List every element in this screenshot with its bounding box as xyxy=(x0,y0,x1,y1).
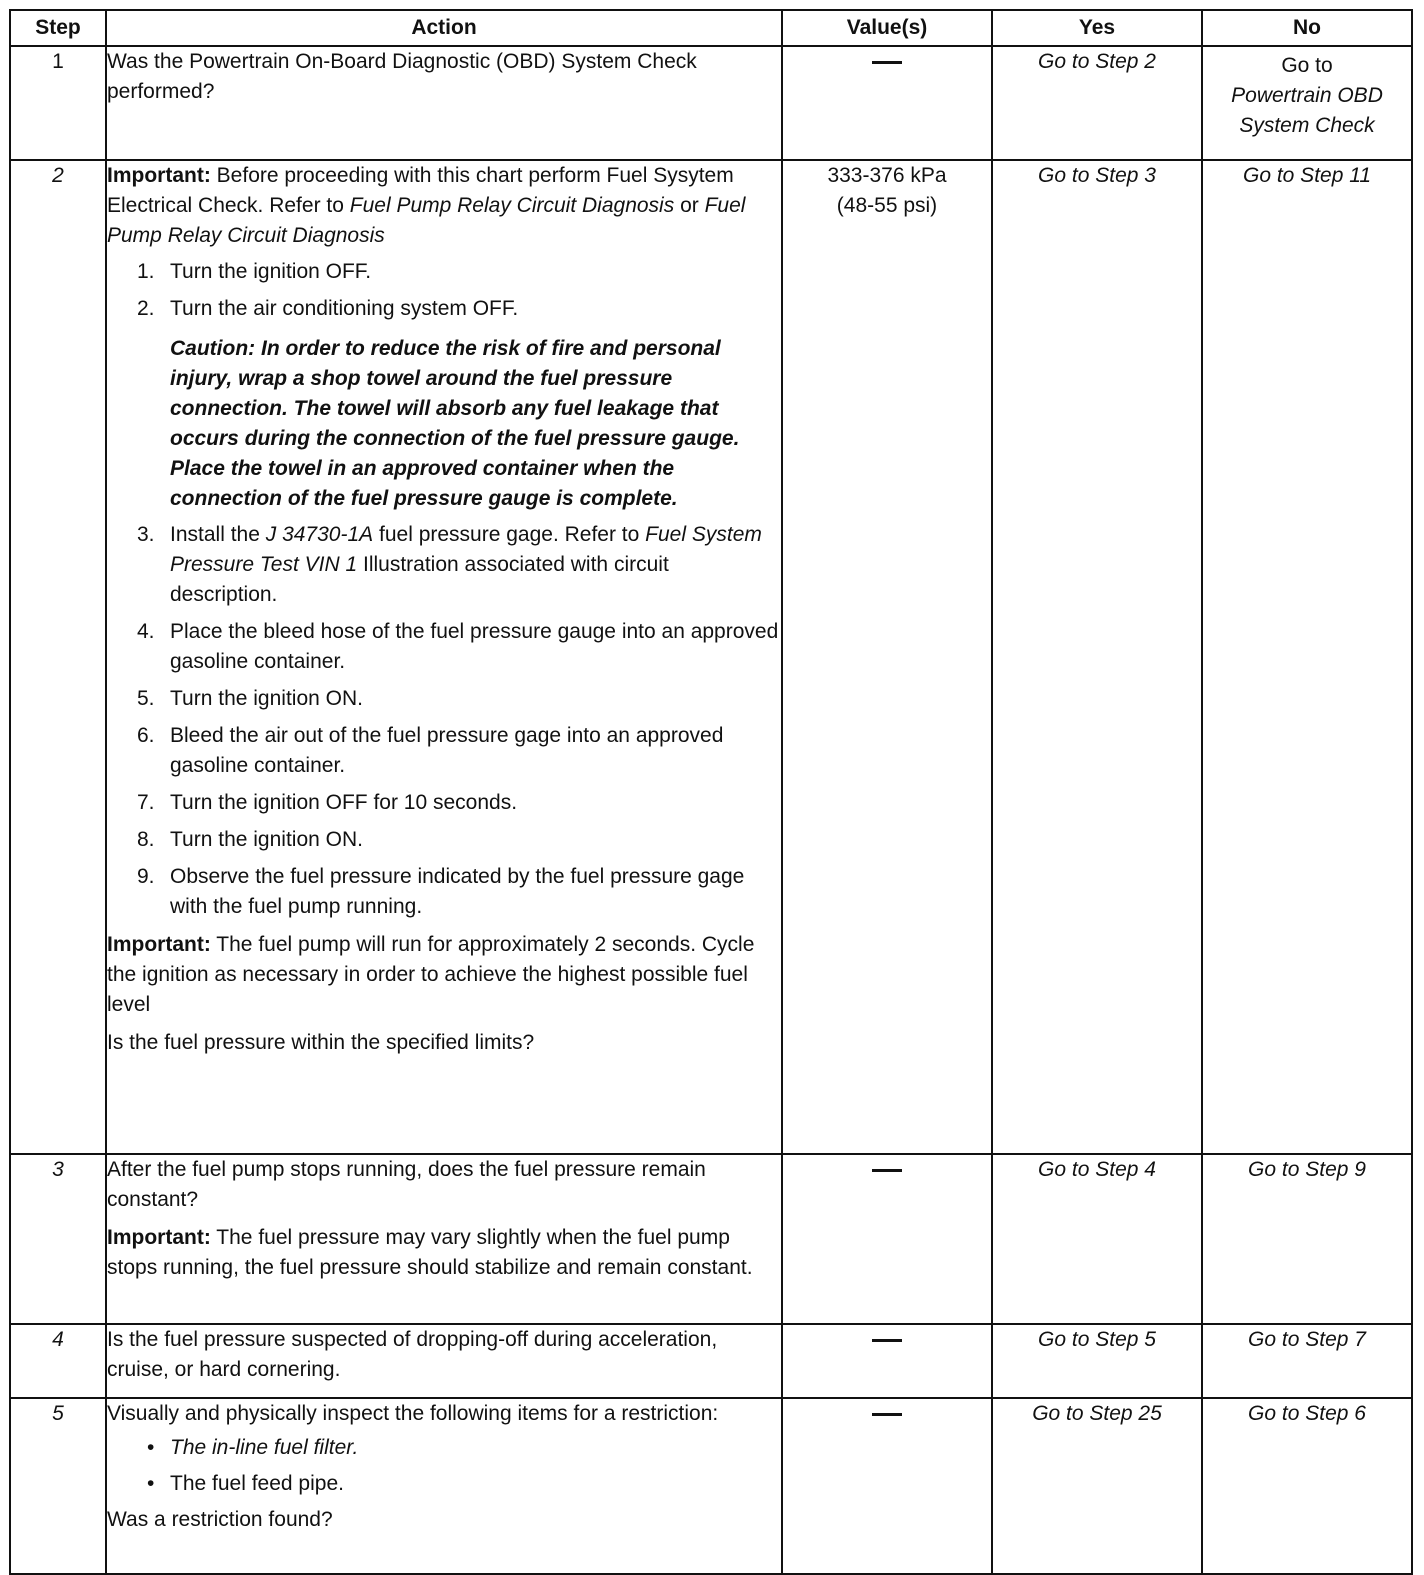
action-cell xyxy=(106,1324,782,1398)
no-go-to: Go to xyxy=(1281,54,1333,77)
table-row xyxy=(10,160,1412,1154)
inspection-items xyxy=(107,1433,781,1499)
header-yes: Yes xyxy=(992,10,1202,46)
step-number: 3 xyxy=(10,1154,106,1324)
tool-reference: J 34730-1A xyxy=(265,523,374,546)
caution-note: Caution: In order to reduce the risk of fire and personal injury, wrap a shop towel around the fuel pressure connection. The towel will absorb any fuel leakage that occurs during the connection of the fuel pressure gauge. Place the towel in an approved container when the connection of the fuel pressure gauge is complete. xyxy=(170,337,740,510)
value-cell xyxy=(782,1398,992,1574)
no-link[interactable]: Go to Step 6 xyxy=(1202,1398,1412,1574)
table-row xyxy=(10,1398,1412,1574)
list-item: 5. Turn the ignition ON. xyxy=(137,687,363,710)
no-link[interactable]: Powertrain OBD System Check xyxy=(1231,84,1383,137)
action-cell xyxy=(106,46,782,160)
header-no: No xyxy=(1202,10,1412,46)
header-step: Step xyxy=(10,10,106,46)
reference-link[interactable]: Fuel System Pressure Test VIN 1 xyxy=(170,523,762,576)
yes-link[interactable]: Go to Step 3 xyxy=(992,160,1202,1154)
no-link[interactable]: Go to Step 7 xyxy=(1202,1324,1412,1398)
value-psi: (48-55 psi) xyxy=(836,194,938,217)
important-note xyxy=(107,930,781,1020)
important-note xyxy=(107,161,781,251)
important-text: The fuel pump will run for approximately 2 seconds. Cycle the ignition as necessary in order to achieve the highest possible fuel level xyxy=(107,933,755,1016)
procedure-steps xyxy=(107,520,781,922)
table-row xyxy=(10,1324,1412,1398)
no-value-dash xyxy=(872,1339,902,1342)
value-cell xyxy=(782,1324,992,1398)
reference-link[interactable]: Fuel Pump Relay Circuit Diagnosis xyxy=(107,194,746,247)
important-text: The fuel pressure may vary slightly when the fuel pump stops running, the fuel pressure should stabilize and remain constant. xyxy=(107,1226,753,1279)
value-cell xyxy=(782,46,992,160)
no-value-dash xyxy=(872,1413,902,1416)
table-row xyxy=(10,1154,1412,1324)
action-question: After the fuel pump stops running, does the fuel pressure remain constant? xyxy=(107,1158,706,1211)
important-label: Important: xyxy=(107,164,211,187)
value-kpa: 333-376 kPa xyxy=(827,164,947,187)
action-cell xyxy=(106,160,782,1154)
bullet-icon: • xyxy=(147,1436,155,1459)
step-number: 1 xyxy=(10,46,106,160)
action-question: Is the fuel pressure suspected of dropping-off during acceleration, cruise, or hard cornering. xyxy=(107,1328,718,1381)
list-item: 2. Turn the air conditioning system OFF. xyxy=(137,297,519,320)
no-value-dash xyxy=(872,61,902,64)
list-item: 4. Place the bleed hose of the fuel pressure gauge into an approved gasoline container. xyxy=(137,620,779,673)
value-cell xyxy=(782,160,992,1154)
value-cell xyxy=(782,1154,992,1324)
action-question: Was the Powertrain On-Board Diagnostic (OBD) System Check performed? xyxy=(107,50,697,103)
important-text: Before proceeding with this chart perform Fuel Sysytem Electrical Check. Refer to xyxy=(107,164,734,217)
important-note xyxy=(107,1223,781,1283)
table-header-row xyxy=(10,10,1412,46)
list-item: 8. Turn the ignition ON. xyxy=(137,828,363,851)
list-item: 9. Observe the fuel pressure indicated by the fuel pressure gage with the fuel pump running. xyxy=(137,865,745,918)
no-value-dash xyxy=(872,1169,902,1172)
bullet-icon: • xyxy=(147,1472,155,1495)
yes-link[interactable]: Go to Step 5 xyxy=(992,1324,1202,1398)
important-label: Important: xyxy=(107,1226,211,1249)
list-item: • The in-line fuel filter. xyxy=(107,1433,781,1463)
step-number: 2 xyxy=(10,160,106,1154)
no-cell xyxy=(1202,46,1412,160)
table-row xyxy=(10,46,1412,160)
yes-link[interactable]: Go to Step 25 xyxy=(992,1398,1202,1574)
list-item: 6. Bleed the air out of the fuel pressure gage into an approved gasoline container. xyxy=(137,724,724,777)
action-question: Was a restriction found? xyxy=(107,1508,333,1531)
no-link[interactable]: Go to Step 9 xyxy=(1202,1154,1412,1324)
step-number: 5 xyxy=(10,1398,106,1574)
list-item: 3. Install the J 34730-1A fuel pressure gage. Refer to Fuel System Pressure Test VIN 1 Illustration associated with circuit description. xyxy=(137,523,762,606)
list-item: 1. Turn the ignition OFF. xyxy=(137,260,372,283)
list-item: • The fuel feed pipe. xyxy=(107,1469,781,1499)
action-question: Is the fuel pressure within the specified limits? xyxy=(107,1031,535,1054)
reference-link[interactable]: Fuel Pump Relay Circuit Diagnosis xyxy=(349,194,675,217)
important-label: Important: xyxy=(107,933,211,956)
header-action: Action xyxy=(106,10,782,46)
diagnostic-table xyxy=(9,9,1413,1575)
no-link[interactable]: Go to Step 11 xyxy=(1202,160,1412,1154)
procedure-steps xyxy=(107,257,781,324)
action-cell xyxy=(106,1154,782,1324)
important-or: or xyxy=(680,194,699,217)
yes-link[interactable]: Go to Step 2 xyxy=(992,46,1202,160)
yes-link[interactable]: Go to Step 4 xyxy=(992,1154,1202,1324)
action-cell xyxy=(106,1398,782,1574)
step-number: 4 xyxy=(10,1324,106,1398)
header-values: Value(s) xyxy=(782,10,992,46)
action-intro: Visually and physically inspect the following items for a restriction: xyxy=(107,1402,719,1425)
list-item: 7. Turn the ignition OFF for 10 seconds. xyxy=(137,791,518,814)
